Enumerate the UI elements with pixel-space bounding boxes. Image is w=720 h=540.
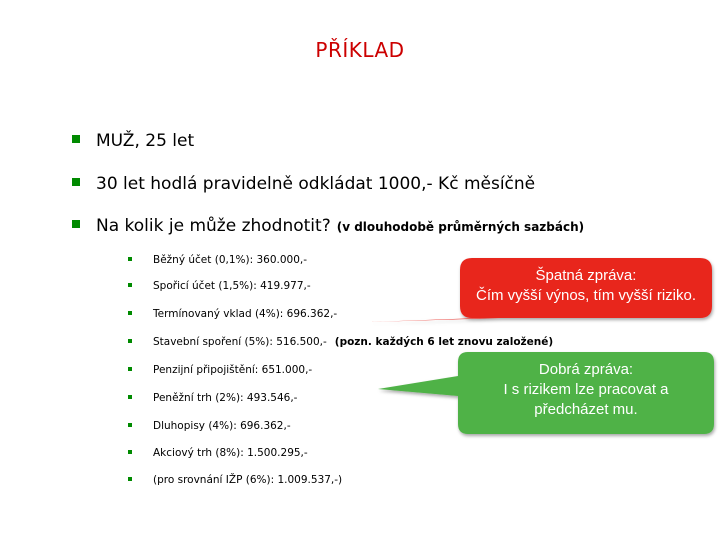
small-square-bullet-icon [128, 339, 132, 343]
sub-item-stock-market [128, 447, 308, 459]
callout-line: I s rizikem lze pracovat a [503, 381, 669, 398]
sub-item-text: Spořicí účet (1,5%): 419.977,- [153, 280, 311, 292]
sub-item-note: (pozn. každých 6 let znovu založené) [334, 336, 554, 348]
sub-item-text: (pro srovnání IŽP (6%): 1.009.537,-) [153, 474, 343, 486]
small-square-bullet-icon [128, 283, 132, 287]
small-square-bullet-icon [128, 311, 132, 315]
sub-item-pension [128, 364, 312, 376]
sub-item-izp-comparison [128, 474, 342, 486]
sub-item-text: Dluhopisy (4%): 696.362,- [153, 420, 291, 432]
bullet-question [72, 216, 584, 236]
bullet-text: MUŽ, 25 let [96, 131, 195, 151]
small-square-bullet-icon [128, 367, 132, 371]
slide-title: PŘÍKLAD [315, 38, 405, 62]
sub-item-money-market [128, 392, 297, 404]
square-bullet-icon [72, 220, 80, 228]
bullet-text: 30 let hodlá pravidelně odkládat 1000,- Kč měsíčně [96, 174, 536, 194]
bullet-monthly-savings [72, 174, 535, 194]
bullet-text: Na kolik je může zhodnotit? [96, 216, 331, 236]
callout-line: předcházet mu. [534, 401, 638, 418]
sub-item-text: Peněžní trh (2%): 493.546,- [153, 392, 298, 404]
small-square-bullet-icon [128, 423, 132, 427]
sub-item-text: Stavební spoření (5%): 516.500,- [153, 336, 327, 348]
sub-item-text: Penzijní připojištění: 651.000,- [153, 364, 313, 376]
bullet-note: (v dlouhodobě průměrných sazbách) [336, 220, 585, 234]
bad-news-callout [460, 258, 712, 322]
sub-item-text: Termínovaný vklad (4%): 696.362,- [153, 308, 338, 320]
small-square-bullet-icon [128, 257, 132, 261]
sub-item-text: Běžný účet (0,1%): 360.000,- [153, 254, 308, 266]
small-square-bullet-icon [128, 477, 132, 481]
sub-item-savings-account [128, 280, 311, 292]
bullet-man-age [72, 131, 194, 151]
small-square-bullet-icon [128, 450, 132, 454]
callout-line: Špatná zpráva: [535, 267, 637, 284]
sub-item-text: Akciový trh (8%): 1.500.295,- [153, 447, 308, 459]
small-square-bullet-icon [128, 395, 132, 399]
square-bullet-icon [72, 178, 80, 186]
sub-item-term-deposit [128, 308, 337, 320]
square-bullet-icon [72, 135, 80, 143]
callout-line: Dobrá zpráva: [538, 361, 634, 378]
sub-item-building-savings [128, 336, 553, 348]
good-news-callout [458, 352, 714, 434]
sub-item-current-account [128, 254, 307, 266]
callout-line: Čím vyšší výnos, tím vyšší riziko. [475, 287, 697, 304]
sub-item-bonds [128, 420, 291, 432]
